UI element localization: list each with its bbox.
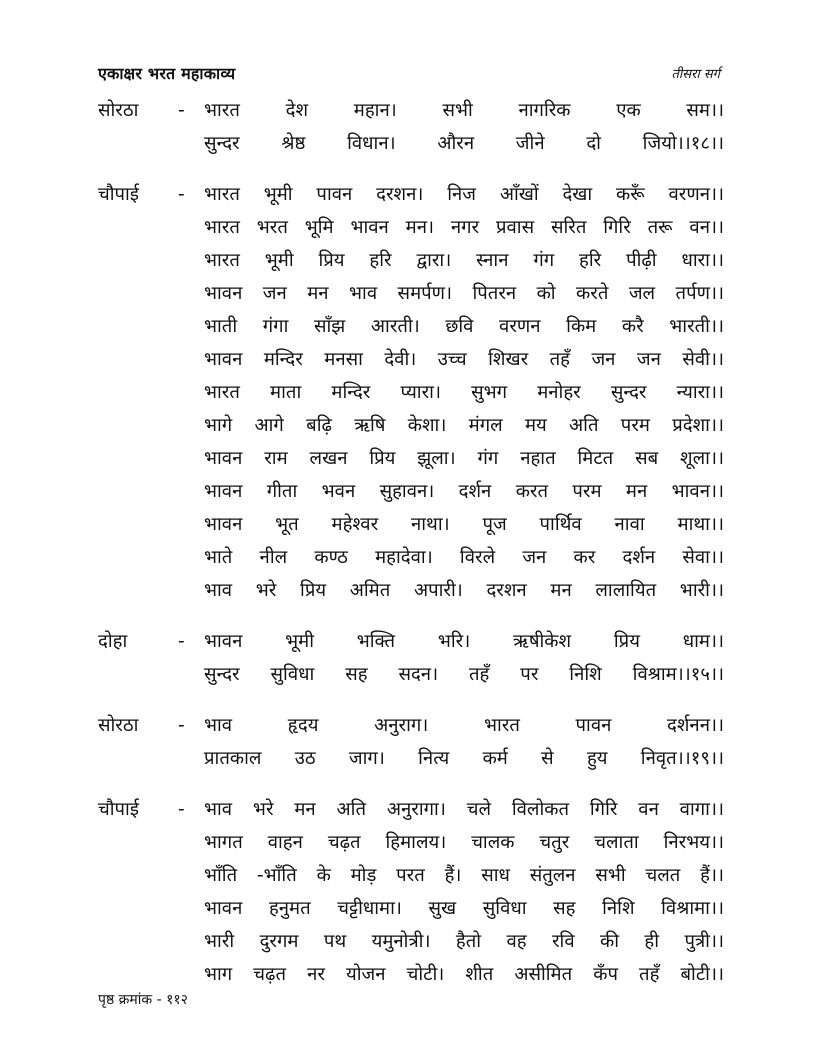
verse-type-label: सोरठा bbox=[98, 100, 139, 121]
verse-line: भावन भूत महेश्वर नाथा। पूज पार्थिव नावा माथा।। bbox=[204, 514, 724, 535]
verse-line: प्रातकाल उठ जाग। नित्य कर्म से हुय निवृत।।१९।। bbox=[204, 748, 724, 769]
verse-lines bbox=[204, 178, 724, 607]
verse-section bbox=[98, 625, 724, 691]
verse-line: भागे आगे बढ़ि ऋषि केशा। मंगल मय अति परम प्रदेशा।। bbox=[204, 415, 724, 436]
verse-section bbox=[98, 709, 724, 775]
verse-line: सुन्दर सुविधा सह सदन। तहँ पर निशि विश्राम।।१५।। bbox=[204, 664, 724, 685]
page-header bbox=[98, 62, 720, 86]
verse-section bbox=[98, 94, 724, 160]
verse-line: भावन हनुमत चट्टीधामा। सुख सुविधा सह निशि विश्रामा।। bbox=[204, 898, 724, 919]
page-number: पृष्ठ क्रमांक - ११२ bbox=[98, 992, 188, 1008]
verse-line: भारत भरत भूमि भावन मन। नगर प्रवास सरित गिरि तरू वन।। bbox=[204, 217, 724, 238]
verse-lines bbox=[204, 94, 724, 160]
book-title: एकाक्षर भरत महाकाव्य bbox=[98, 64, 236, 83]
verse-line: भावन जन मन भाव समर्पण। पितरन को करते जल तर्पण।। bbox=[204, 283, 724, 304]
label-dash: - bbox=[178, 631, 185, 652]
verse-line: भाव भरे मन अति अनुरागा। चले विलोकत गिरि वन वागा।। bbox=[204, 799, 724, 820]
verse-lines bbox=[204, 709, 724, 775]
verse-section bbox=[98, 178, 724, 607]
verse-line: भारी दुरगम पथ यमुनोत्री। हैतो वह रवि की ही पुत्री।। bbox=[204, 931, 724, 952]
verse-line: भाती गंगा साँझ आरती। छवि वरणन किम करै भारती।। bbox=[204, 316, 724, 337]
verse-line: भाव भरे प्रिय अमित अपारी। दरशन मन लालायित भारी।। bbox=[204, 580, 724, 601]
verse-content bbox=[98, 94, 724, 1009]
verse-line: भाव हृदय अनुराग। भारत पावन दर्शनन।। bbox=[204, 715, 724, 736]
label-dash: - bbox=[178, 184, 185, 205]
verse-type-label: चौपाई bbox=[98, 799, 139, 820]
verse-line: भाग चढ़त नर योजन चोटी। शीत असीमित कँप तहँ बोटी।। bbox=[204, 964, 724, 985]
verse-line: भारत भूमी पावन दरशन। निज आँखों देखा करूँ वरणन।। bbox=[204, 184, 724, 205]
verse-lines bbox=[204, 625, 724, 691]
verse-line: सुन्दर श्रेष्ठ विधान। औरन जीने दो जियो।।१८।। bbox=[204, 133, 724, 154]
verse-line: भारत माता मन्दिर प्यारा। सुभग मनोहर सुन्दर न्यारा।। bbox=[204, 382, 724, 403]
verse-type-label: दोहा bbox=[98, 631, 128, 652]
verse-section bbox=[98, 793, 724, 991]
verse-line: भावन राम लखन प्रिय झूला। गंग नहात मिटत सब शूला।। bbox=[204, 448, 724, 469]
verse-line: भारत भूमी प्रिय हरि द्वारा। स्नान गंग हरि पीढ़ी धारा।। bbox=[204, 250, 724, 271]
verse-type-label: सोरठा bbox=[98, 715, 139, 736]
label-dash: - bbox=[178, 100, 185, 121]
verse-line: भाते नील कण्ठ महादेवा। विरले जन कर दर्शन सेवा।। bbox=[204, 547, 724, 568]
label-dash: - bbox=[178, 715, 185, 736]
verse-line: भाँति -भाँति के मोड़ परत हैं। साध संतुलन सभी चलत हैं।। bbox=[204, 865, 724, 886]
verse-line: भारत देश महान। सभी नागरिक एक सम।। bbox=[204, 100, 724, 121]
verse-type-label: चौपाई bbox=[98, 184, 139, 205]
verse-line: भावन मन्दिर मनसा देवी। उच्च शिखर तहँ जन जन सेवी।। bbox=[204, 349, 724, 370]
verse-lines bbox=[204, 793, 724, 991]
chapter-title: तीसरा सर्ग bbox=[671, 67, 720, 82]
label-dash: - bbox=[178, 799, 185, 820]
verse-line: भागत वाहन चढ़त हिमालय। चालक चतुर चलाता निरभय।। bbox=[204, 832, 724, 853]
verse-line: भावन भूमी भक्ति भरि। ऋषीकेश प्रिय धाम।। bbox=[204, 631, 724, 652]
verse-line: भावन गीता भवन सुहावन। दर्शन करत परम मन भावन।। bbox=[204, 481, 724, 502]
